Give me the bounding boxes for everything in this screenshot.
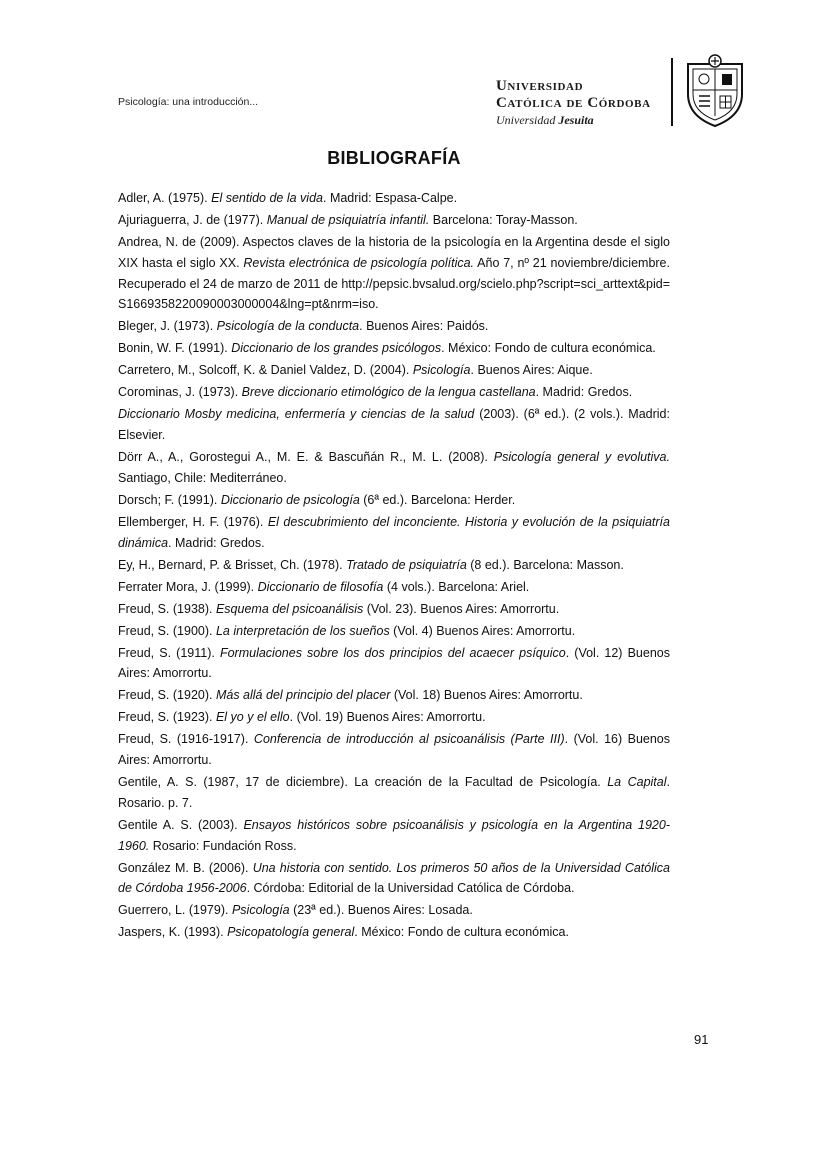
- entry-title: Una historia con sentido. Los primeros 50 años de la Universidad Católica de Córdoba 1956-2006: [118, 860, 670, 896]
- bibliography-entry: [118, 621, 670, 642]
- entry-publication: . Córdoba: Editorial de la Universidad Católica de Córdoba.: [246, 881, 575, 896]
- entry-title: Psicopatología general: [227, 925, 355, 940]
- entry-title: Revista electrónica de psicología política.: [243, 255, 475, 270]
- entry-text: Ellemberger, H. F. (1976).: [118, 514, 268, 529]
- bibliography-entry: [118, 382, 670, 403]
- entry-text: Carretero, M., Solcoff, K. & Daniel Valdez, D. (2004).: [118, 363, 413, 378]
- header-divider: [671, 58, 673, 126]
- bibliography-entry: [118, 815, 670, 857]
- bibliography-entry: [118, 643, 670, 685]
- university-wordmark: [496, 78, 651, 129]
- entry-text: Jaspers, K. (1993).: [118, 925, 228, 940]
- entry-text: González M. B. (2006).: [118, 860, 253, 875]
- page-title: BIBLIOGRAFÍA: [327, 148, 461, 168]
- bibliography-entry: [118, 772, 670, 814]
- entry-publication: (23ª ed.). Buenos Aires: Losada.: [289, 903, 473, 918]
- entry-text: Adler, A. (1975).: [118, 191, 212, 205]
- entry-publication: (Vol. 18) Buenos Aires: Amorrortu.: [390, 688, 583, 703]
- entry-text: Bonin, W. F. (1991).: [118, 341, 232, 356]
- bibliography-entry: [118, 599, 670, 620]
- entry-publication: . México: Fondo de cultura económica.: [354, 925, 569, 940]
- entry-text: Freud, S. (1920).: [118, 688, 216, 703]
- entry-text: Ferrater Mora, J. (1999).: [118, 579, 258, 594]
- entry-text: Freud, S. (1938).: [118, 601, 216, 616]
- entry-title: Esquema del psicoanálisis: [215, 601, 364, 616]
- entry-publication: . (Vol. 16) Buenos Aires: Amorrortu.: [118, 732, 671, 768]
- entry-title: El sentido de la vida: [211, 191, 323, 205]
- entry-text: Freud, S. (1916-1917).: [118, 732, 254, 747]
- bibliography-entry: [118, 490, 670, 511]
- entry-title: Formulaciones sobre los dos principios del acaecer psíquico: [219, 645, 566, 660]
- entry-publication: (4 vols.). Barcelona: Ariel.: [383, 579, 530, 594]
- entry-title: Psicología: [412, 363, 471, 378]
- bibliography-entry: [118, 360, 670, 381]
- entry-title: Diccionario de los grandes psicólogos: [231, 341, 442, 356]
- bibliography-entry: [118, 577, 670, 598]
- entry-publication: . (Vol. 12) Buenos Aires: Amorrortu.: [118, 645, 670, 681]
- university-line-3-bold: Jesuita: [558, 113, 594, 127]
- entry-title: Diccionario de psicología: [220, 492, 360, 507]
- bibliography-entry: [118, 685, 670, 706]
- bibliography-entry: [118, 404, 670, 446]
- bibliography-entry: [118, 707, 670, 728]
- bibliography-entry: [118, 316, 670, 337]
- entry-publication: Santiago, Chile: Mediterráneo.: [118, 470, 287, 485]
- entry-text: Ey, H., Bernard, P. & Brisset, Ch. (1978).: [118, 557, 347, 572]
- entry-title: Psicología de la conducta: [216, 319, 360, 334]
- entry-text: Freud, S. (1923).: [118, 710, 216, 725]
- entry-title: La interpretación de los sueños: [215, 623, 390, 638]
- entry-publication: . Buenos Aires: Aique.: [470, 363, 593, 378]
- bibliography-entry: [118, 922, 670, 943]
- entry-text: Gentile A. S. (2003).: [118, 817, 244, 832]
- bibliography-entry: [118, 512, 670, 554]
- bibliography-list: [118, 188, 670, 944]
- entry-url[interactable]: http://pepsic.bvsalud.org/scielo.php?script=sci_arttext&pid=S1669358220090003000004&lng=pt&nrm=iso.: [118, 276, 670, 312]
- page-number: 91: [694, 1032, 709, 1047]
- entry-text: Ajuriaguerra, J. de (1977).: [118, 212, 267, 227]
- entry-title: Más allá del principio del placer: [215, 688, 391, 703]
- entry-publication: (Vol. 4) Buenos Aires: Amorrortu.: [389, 623, 576, 638]
- entry-title: El descubrimiento del inconciente. Historia y evolución de la psiquiatría dinámica: [118, 514, 670, 550]
- university-line-1: Universidad: [496, 78, 584, 94]
- entry-publication: . (Vol. 19) Buenos Aires: Amorrortu.: [289, 710, 486, 725]
- bibliography-entry: [118, 729, 670, 771]
- entry-publication: . México: Fondo de cultura económica.: [441, 341, 656, 356]
- running-title: Psicología: una introducción...: [118, 96, 259, 108]
- entry-title: Diccionario de filosofía: [257, 579, 384, 594]
- entry-publication: . Rosario. p. 7.: [118, 775, 670, 810]
- entry-text: Andrea, N. de (2009). Aspectos claves de la historia de la psicología en la Argentina desde el siglo XIX hasta el siglo XX.: [118, 234, 670, 270]
- bibliography-entry: [118, 900, 670, 921]
- entry-title: La Capital: [607, 775, 667, 790]
- entry-publication: (2003). (6ª ed.). (2 vols.). Madrid: Elsevier.: [118, 407, 670, 443]
- entry-title: Psicología: [231, 903, 290, 918]
- university-line-3: [496, 112, 651, 129]
- entry-text: Dorsch; F. (1991).: [118, 492, 221, 507]
- entry-text: Corominas, J. (1973).: [118, 385, 242, 400]
- bibliography-entry: [118, 447, 670, 489]
- entry-publication: Año 7, nº 21 noviembre/diciembre. Recuperado el 24 de marzo de 2011 de: [118, 255, 670, 291]
- entry-text: Bleger, J. (1973).: [118, 319, 217, 334]
- bibliography-entry: [118, 858, 670, 900]
- bibliography-entry: [118, 555, 670, 576]
- entry-publication: Barcelona: Toray-Masson.: [429, 212, 578, 227]
- entry-title: Diccionario Mosby medicina, enfermería y ciencias de la salud: [118, 407, 475, 422]
- entry-text: Freud, S. (1900).: [118, 623, 216, 638]
- entry-publication: (Vol. 23). Buenos Aires: Amorrortu.: [363, 601, 560, 616]
- entry-text: Dörr A., A., Gorostegui A., M. E. & Bascuñán R., M. L. (2008).: [118, 450, 494, 465]
- entry-text: Gentile, A. S. (1987, 17 de diciembre). La creación de la Facultad de Psicología.: [118, 775, 608, 790]
- entry-publication: . Madrid: Espasa-Calpe.: [323, 191, 458, 205]
- entry-publication: . Madrid: Gredos.: [535, 385, 633, 400]
- entry-text: Guerrero, L. (1979).: [118, 903, 232, 918]
- entry-title: Manual de psiquiatría infantil.: [266, 212, 430, 227]
- bibliography-entry: [118, 210, 670, 231]
- entry-title: Ensayos históricos sobre psicoanálisis y psicología en la Argentina 1920-1960.: [118, 817, 670, 853]
- entry-title: Conferencia de introducción al psicoanálisis (Parte III): [253, 732, 565, 747]
- bibliography-entry: [118, 338, 670, 359]
- entry-title: Psicología general y evolutiva.: [493, 450, 670, 465]
- entry-title: Tratado de psiquiatría: [346, 557, 467, 572]
- entry-publication: . Madrid: Gredos.: [168, 535, 265, 550]
- bibliography-entry: [118, 232, 670, 315]
- entry-text: Freud, S. (1911).: [118, 645, 220, 660]
- entry-title: Breve diccionario etimológico de la lengua castellana: [241, 385, 536, 400]
- entry-publication: Rosario: Fundación Ross.: [149, 838, 297, 853]
- bibliography-entry: [118, 188, 670, 209]
- entry-publication: (8 ed.). Barcelona: Masson.: [466, 557, 624, 572]
- university-line-3-plain: Universidad: [496, 113, 559, 127]
- entry-title: El yo y el ello: [215, 710, 290, 725]
- entry-publication: . Buenos Aires: Paidós.: [359, 319, 489, 334]
- entry-publication: (6ª ed.). Barcelona: Herder.: [359, 492, 516, 507]
- university-line-2: Católica de Córdoba: [496, 95, 651, 111]
- university-seal-icon: [684, 54, 746, 128]
